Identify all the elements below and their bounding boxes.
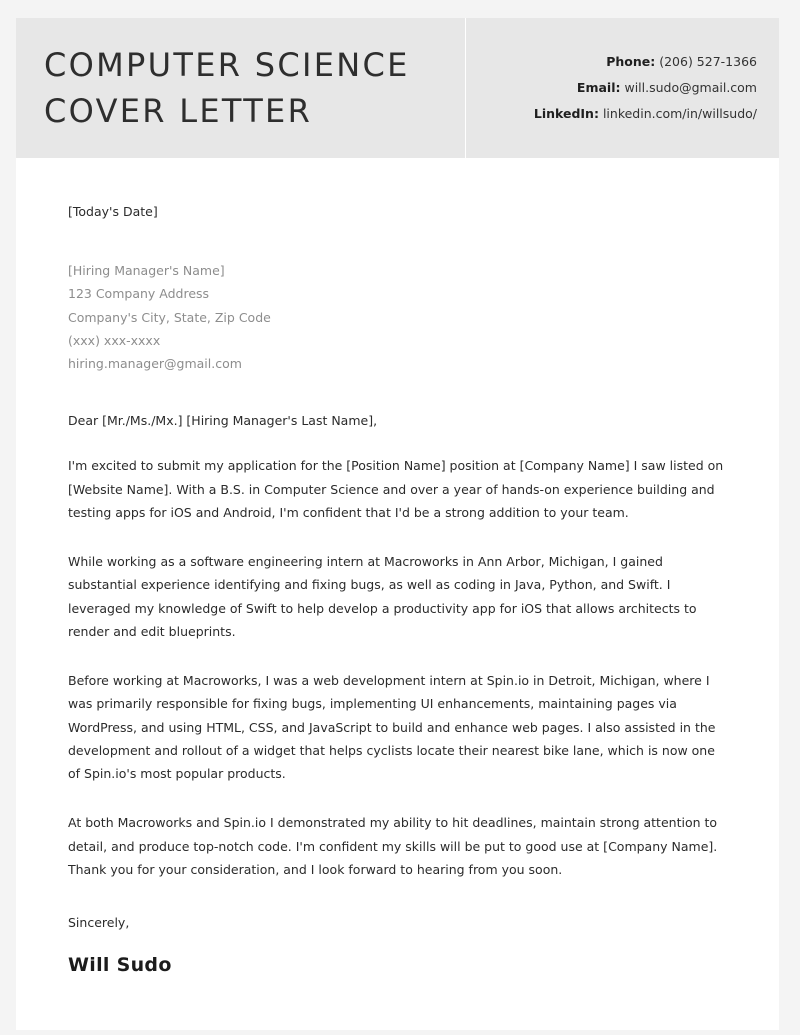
contact-phone-value: (206) 527-1366 bbox=[659, 53, 757, 69]
contact-linkedin-label: LinkedIn: bbox=[533, 106, 599, 122]
recipient-address-block bbox=[68, 259, 727, 375]
letter-paragraph: I'm excited to submit my application for the [Position Name] position at [Company Name] I saw listed on [Website Name]. With a B.S. in Computer Science and over a year of hands-on experience building and testing apps for iOS and Android, I'm confident that I'd be a strong addition to your team. bbox=[68, 458, 724, 520]
contact-linkedin-value: linkedin.com/in/willsudo/ bbox=[602, 106, 757, 122]
letter-header bbox=[16, 18, 779, 158]
contact-phone-label: Phone: bbox=[606, 53, 656, 69]
contact-phone bbox=[606, 49, 757, 75]
letter-date: [Today's Date] bbox=[68, 204, 158, 219]
letter-paragraph: Before working at Macroworks, I was a web development intern at Spin.io in Detroit, Michigan, where I was primarily responsible for fixing bugs, implementing UI enhancements, maintaining pages via WordPress, and using HTML, CSS, and JavaScript to build and enhance web pages. I also assisted in the development and rollout of a widget that helps cyclists locate their nearest bike lane, which is now one of Spin.io's most popular products. bbox=[68, 673, 716, 781]
signature-name: Will Sudo bbox=[68, 954, 172, 976]
cover-letter-page bbox=[16, 18, 779, 1030]
contact-email-value: will.sudo@gmail.com bbox=[624, 79, 757, 95]
letter-body bbox=[16, 158, 779, 976]
recipient-line: [Hiring Manager's Name] bbox=[68, 263, 225, 278]
contact-email-label: Email: bbox=[576, 79, 621, 95]
recipient-line: Company's City, State, Zip Code bbox=[68, 309, 271, 325]
letter-paragraph: While working as a software engineering intern at Macroworks in Ann Arbor, Michigan, I gained substantial experience identifying and fixing bugs, as well as coding in Java, Python, and Swift. I leveraged my knowledge of Swift to help develop a productivity app for iOS that allows architects to render and edit blueprints. bbox=[68, 554, 697, 639]
recipient-line: 123 Company Address bbox=[68, 286, 210, 302]
contact-linkedin bbox=[534, 101, 757, 127]
salutation: Dear [Mr./Ms./Mx.] [Hiring Manager's Last Name], bbox=[68, 413, 378, 429]
contact-email bbox=[577, 75, 757, 101]
recipient-line: hiring.manager@gmail.com bbox=[68, 356, 242, 371]
letter-paragraph: At both Macroworks and Spin.io I demonstrated my ability to hit deadlines, maintain strong attention to detail, and produce top-notch code. I'm confident my skills will be put to good use at [Company Name]. Thank you for your consideration, and I look forward to hearing from you soon. bbox=[68, 815, 718, 877]
recipient-line: (xxx) xxx-xxxx bbox=[68, 332, 161, 348]
closing-line: Sincerely, bbox=[68, 915, 130, 930]
header-title-block bbox=[16, 18, 466, 158]
contact-block bbox=[466, 18, 779, 158]
page-title: COMPUTER SCIENCE COVER LETTER bbox=[44, 45, 410, 130]
